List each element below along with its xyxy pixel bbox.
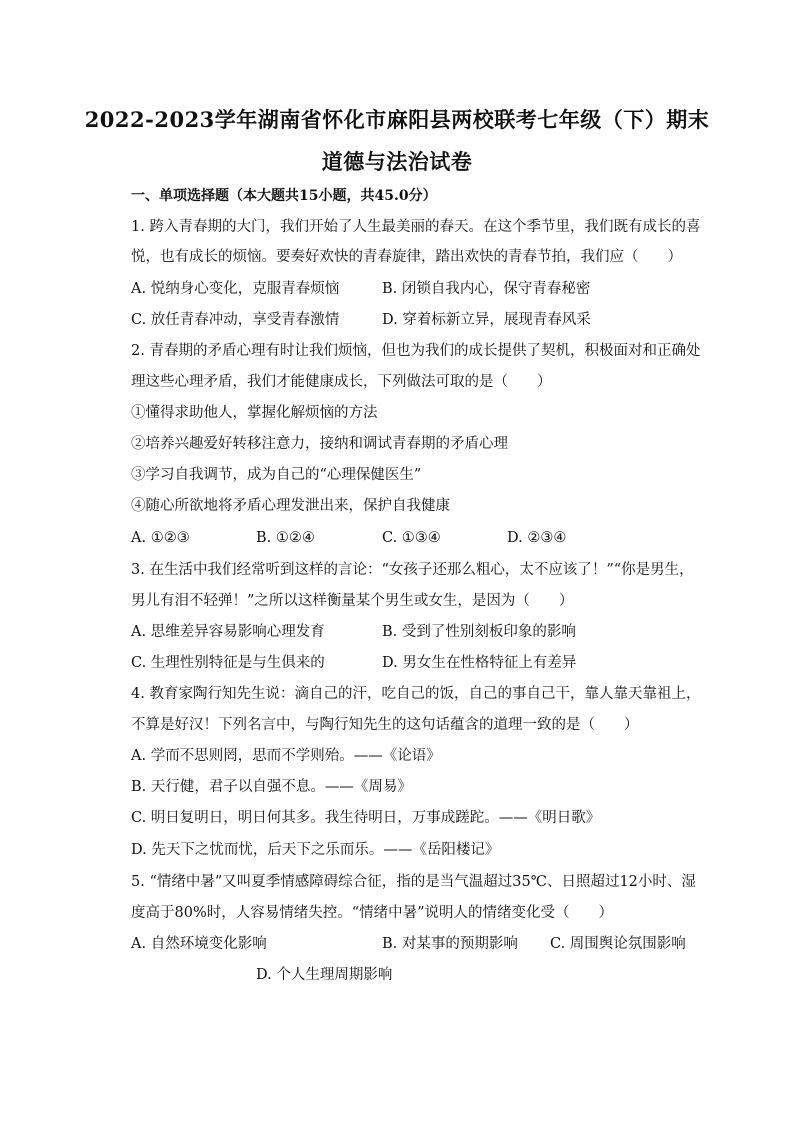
question-1-option-a: A. 悦纳身心变化，克服青春烦恼 bbox=[131, 281, 340, 297]
question-5-option-d: D. 个人生理周期影响 bbox=[256, 967, 393, 983]
question-1-option-c: C. 放任青春冲动，享受青春激情 bbox=[131, 312, 340, 328]
question-2-item-2: ②培养兴趣爱好转移注意力，接纳和调试青春期的矛盾心理 bbox=[131, 436, 508, 452]
question-2-item-1: ①懂得求助他人，掌握化解烦恼的方法 bbox=[131, 405, 378, 421]
question-5-stem-line-2: 度高于80%时，人容易情绪失控。“情绪中暑”说明人的情绪变化受（ ） bbox=[131, 905, 614, 921]
question-5-stem-line-1: 5. “情绪中暑”又叫夏季情感障碍综合征，指的是当气温超过35℃、日照超过12小时、湿 bbox=[131, 874, 696, 890]
question-4-option-d: D. 先天下之忧而忧，后天下之乐而乐。——《岳阳楼记》 bbox=[131, 842, 500, 858]
question-3-stem-line-2: 男儿有泪不轻弹！”之所以这样衡量某个男生或女生，是因为（ ） bbox=[131, 593, 574, 609]
question-2-item-3: ③学习自我调节，成为自己的“心理保健医生” bbox=[131, 467, 422, 483]
question-4-option-c: C. 明日复明日，明日何其多。我生待明日，万事成蹉跎。——《明日歌》 bbox=[131, 810, 601, 826]
question-2-stem-line-2: 理这些心理矛盾，我们才能健康成长，下列做法可取的是（ ） bbox=[131, 374, 552, 390]
question-1-option-b: B. 闭锁自我内心，保守青春秘密 bbox=[382, 281, 591, 297]
question-2-option-b: B. ①②④ bbox=[256, 530, 315, 546]
question-2-option-a: A. ①②③ bbox=[131, 530, 190, 546]
question-1-option-d: D. 穿着标新立异，展现青春风采 bbox=[382, 312, 591, 328]
question-5-option-b: B. 对某事的预期影响 bbox=[382, 936, 518, 952]
question-3-option-b: B. 受到了性别刻板印象的影响 bbox=[382, 624, 576, 640]
question-1-stem-line-1: 1. 跨入青春期的大门，我们开始了人生最美丽的春天。在这个季节里，我们既有成长的喜 bbox=[131, 219, 701, 235]
exam-title-line-2: 道德与法治试卷 bbox=[321, 149, 473, 174]
question-2-item-4: ④随心所欲地将矛盾心理发泄出来，保护自我健康 bbox=[131, 498, 450, 514]
question-4-stem-line-2: 不算是好汉！下列名言中，与陶行知先生的这句话蕴含的道理一致的是（ ） bbox=[131, 717, 639, 733]
exam-title-line-1: 2022-2023学年湖南省怀化市麻阳县两校联考七年级（下）期末 bbox=[84, 107, 710, 132]
section-heading: 一、单项选择题（本大题共15小题，共45.0分） bbox=[131, 188, 437, 204]
question-4-option-a: A. 学而不思则罔，思而不学则殆。——《论语》 bbox=[131, 748, 441, 764]
question-3-stem-line-1: 3. 在生活中我们经常听到这样的言论：“女孩子还那么粗心，太不应该了！”“你是男生， bbox=[131, 562, 694, 578]
question-3-option-d: D. 男女生在性格特征上有差异 bbox=[382, 655, 577, 671]
question-4-stem-line-1: 4. 教育家陶行知先生说：滴自己的汗，吃自己的饭，自己的事自己干，靠人靠天靠祖上， bbox=[131, 686, 701, 702]
question-2-option-d: D. ②③④ bbox=[507, 530, 567, 546]
question-5-option-a: A. 自然环境变化影响 bbox=[131, 936, 267, 952]
question-2-option-c: C. ①③④ bbox=[382, 530, 441, 546]
question-3-option-a: A. 思维差异容易影响心理发育 bbox=[131, 624, 325, 640]
question-3-option-c: C. 生理性别特征是与生俱来的 bbox=[131, 655, 325, 671]
question-1-stem-line-2: 悦，也有成长的烦恼。要奏好欢快的青春旋律，踏出欢快的青春节拍，我们应（ ） bbox=[131, 249, 682, 265]
question-4-option-b: B. 天行健，君子以自强不息。——《周易》 bbox=[131, 779, 412, 795]
question-5-option-c: C. 周围舆论氛围影响 bbox=[550, 936, 686, 952]
question-2-stem-line-1: 2. 青春期的矛盾心理有时让我们烦恼，但也为我们的成长提供了契机，积极面对和正确处 bbox=[131, 343, 701, 359]
